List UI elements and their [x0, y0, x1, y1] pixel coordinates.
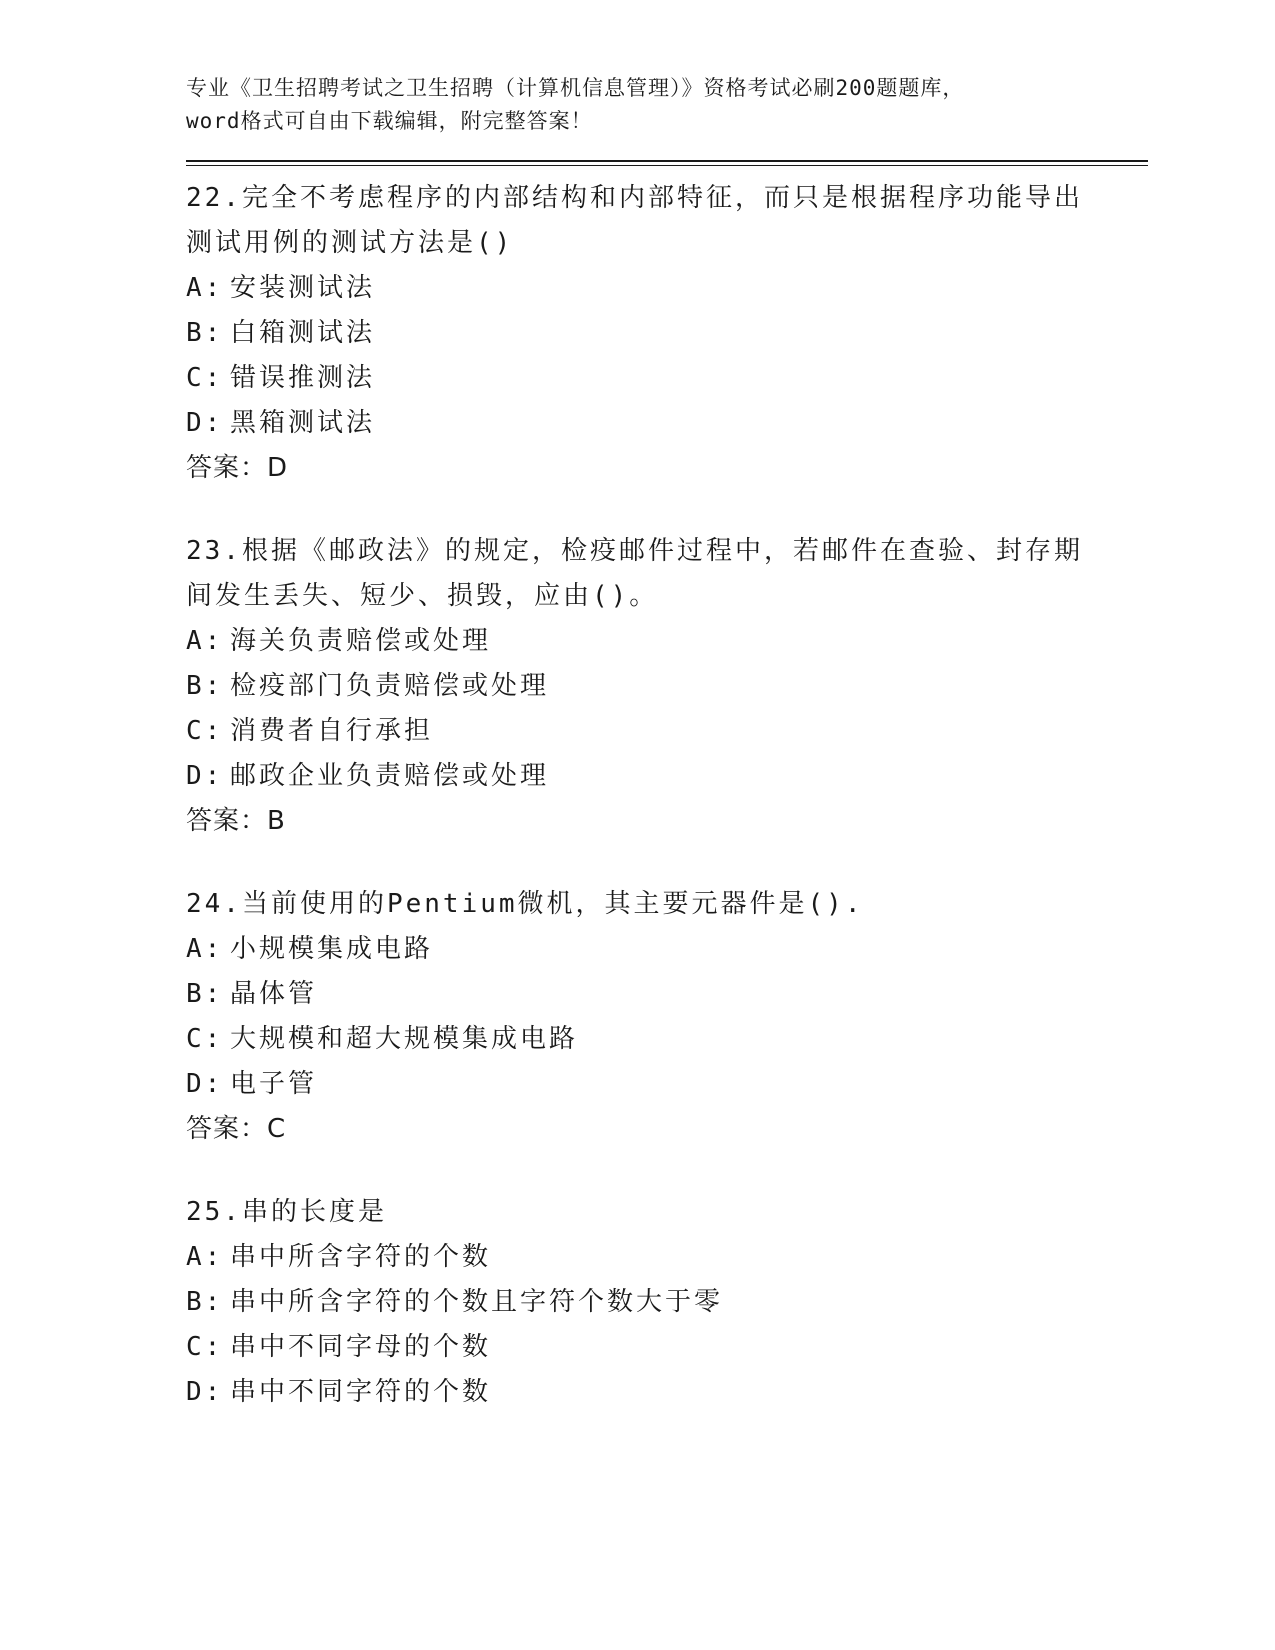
option-key: B:	[186, 671, 224, 701]
option-key: B:	[186, 1287, 224, 1317]
question-22	[186, 176, 1146, 491]
option-c	[186, 356, 1146, 401]
option-d	[186, 401, 1146, 446]
option-text: 电子管	[230, 1069, 318, 1099]
option-key: A:	[186, 626, 224, 656]
document-page	[186, 72, 1146, 1453]
option-c	[186, 709, 1146, 754]
option-text: 串中所含字符的个数	[230, 1242, 492, 1272]
option-key: D:	[186, 761, 224, 791]
option-b	[186, 972, 1146, 1017]
question-text: 测试用例的测试方法是()	[186, 228, 514, 258]
document-header	[186, 72, 1146, 138]
option-key: C:	[186, 1024, 224, 1054]
header-divider	[186, 160, 1148, 166]
option-key: A:	[186, 273, 224, 303]
option-b	[186, 1280, 1146, 1325]
header-line-1: 专业《卫生招聘考试之卫生招聘（计算机信息管理）》资格考试必刷200题题库，	[186, 76, 965, 100]
question-text: 25.串的长度是	[186, 1197, 387, 1227]
option-text: 晶体管	[230, 979, 318, 1009]
answer-line: 答案：D	[186, 453, 289, 483]
option-key: D:	[186, 408, 224, 438]
question-text: 间发生丢失、短少、损毁，应由()。	[186, 581, 659, 611]
option-key: C:	[186, 363, 224, 393]
option-text: 错误推测法	[230, 363, 376, 393]
option-text: 安装测试法	[230, 273, 376, 303]
question-text: 22.完全不考虑程序的内部结构和内部特征，而只是根据程序功能导出	[186, 183, 1083, 213]
option-d	[186, 1062, 1146, 1107]
option-text: 消费者自行承担	[230, 716, 434, 746]
option-b	[186, 311, 1146, 356]
option-text: 串中所含字符的个数且字符个数大于零	[230, 1287, 724, 1317]
option-text: 白箱测试法	[230, 318, 376, 348]
option-key: D:	[186, 1069, 224, 1099]
option-a	[186, 619, 1146, 664]
question-24	[186, 882, 1146, 1152]
option-a	[186, 1235, 1146, 1280]
question-text: 23.根据《邮政法》的规定，检疫邮件过程中，若邮件在查验、封存期	[186, 536, 1083, 566]
option-key: C:	[186, 1332, 224, 1362]
option-key: C:	[186, 716, 224, 746]
option-text: 串中不同字符的个数	[230, 1377, 492, 1407]
option-key: A:	[186, 1242, 224, 1272]
option-text: 海关负责赔偿或处理	[230, 626, 492, 656]
option-a	[186, 927, 1146, 972]
option-text: 大规模和超大规模集成电路	[230, 1024, 579, 1054]
answer-line: 答案：C	[186, 1114, 287, 1144]
option-c	[186, 1325, 1146, 1370]
question-23	[186, 529, 1146, 844]
option-d	[186, 1370, 1146, 1415]
option-key: D:	[186, 1377, 224, 1407]
option-text: 邮政企业负责赔偿或处理	[230, 761, 550, 791]
option-b	[186, 664, 1146, 709]
question-25	[186, 1190, 1146, 1415]
option-text: 检疫部门负责赔偿或处理	[230, 671, 550, 701]
option-key: A:	[186, 934, 224, 964]
option-a	[186, 266, 1146, 311]
question-text: 24.当前使用的Pentium微机，其主要元器件是().	[186, 889, 864, 919]
option-key: B:	[186, 318, 224, 348]
header-line-2: word格式可自由下载编辑，附完整答案！	[186, 109, 593, 133]
option-text: 黑箱测试法	[230, 408, 376, 438]
answer-line: 答案：B	[186, 806, 286, 836]
option-d	[186, 754, 1146, 799]
option-key: B:	[186, 979, 224, 1009]
option-text: 串中不同字母的个数	[230, 1332, 492, 1362]
option-text: 小规模集成电路	[230, 934, 434, 964]
option-c	[186, 1017, 1146, 1062]
